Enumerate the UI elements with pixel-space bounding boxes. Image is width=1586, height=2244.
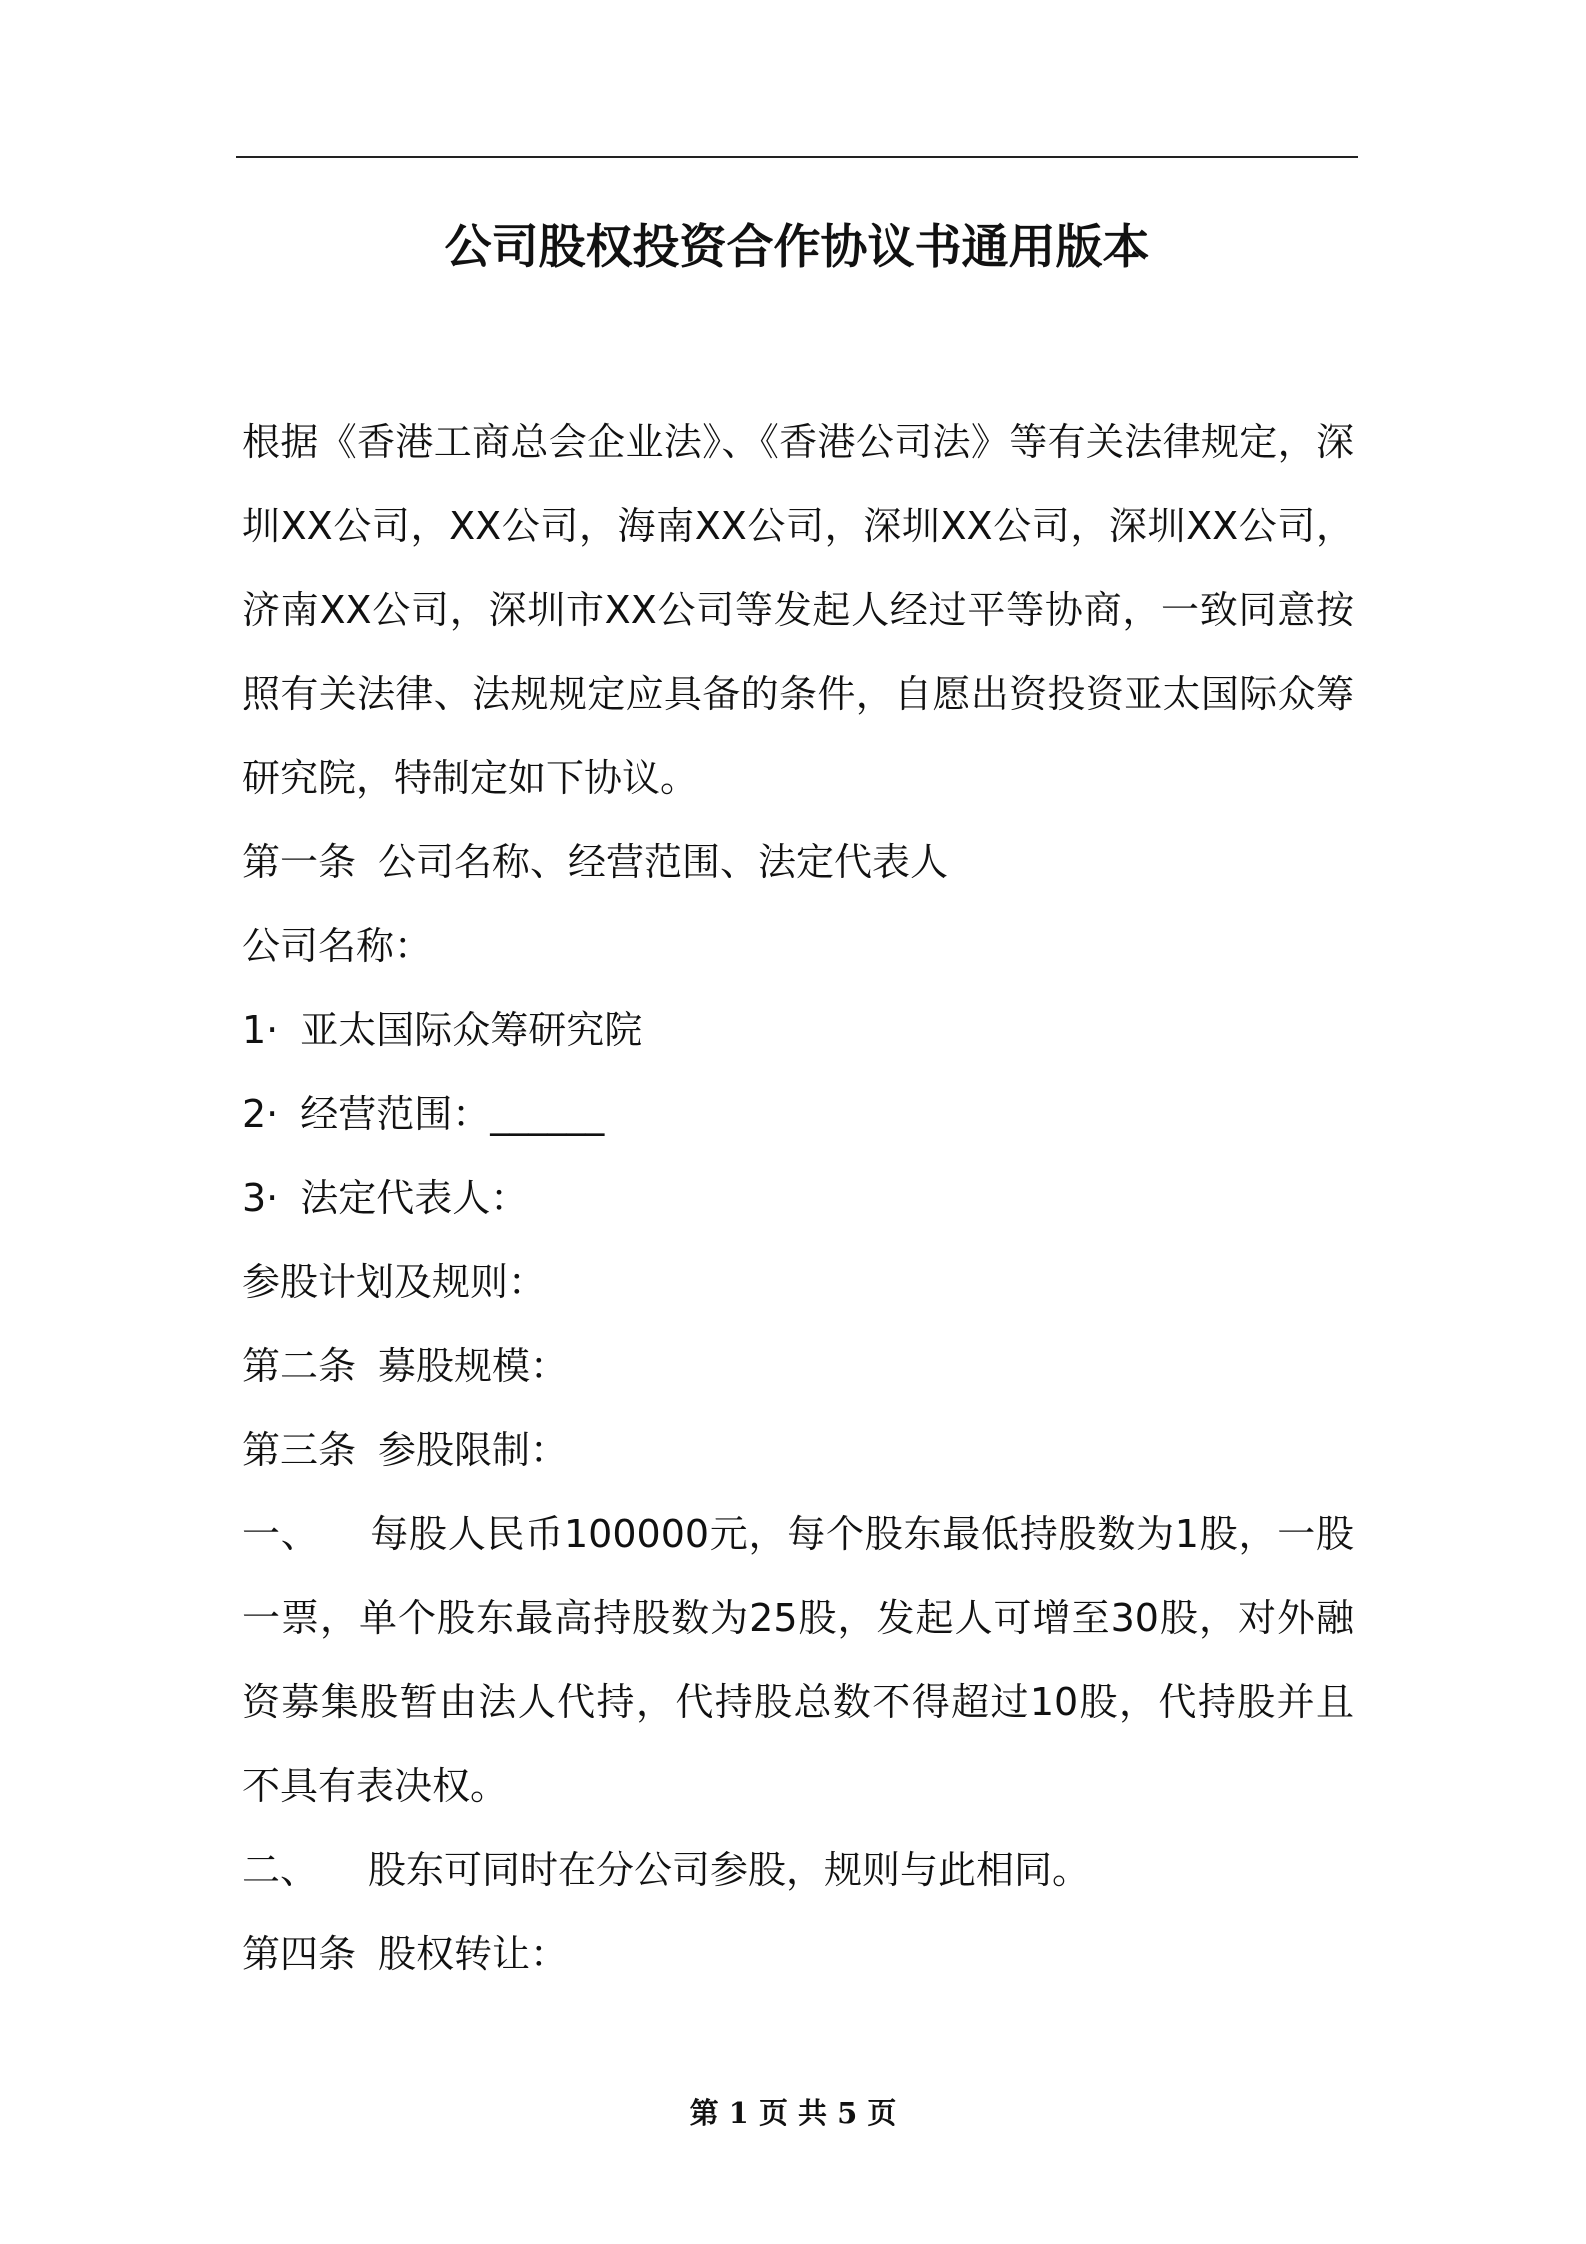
article-3 xyxy=(242,1408,1354,1492)
clause-2-text: 股东可同时在分公司参股，规则与此相同。 xyxy=(368,1848,1091,1892)
intro-paragraph: 根据《香港工商总会企业法》、《香港公司法》等有关法律规定，深圳XX公司，XX公司，海南XX公司，深圳XX公司，深圳XX公司，济南XX公司，深圳市XX公司等发起人经过平等协商，一致同意按照有关法律、法规规定应具备的条件，自愿出资投资亚太国际众筹研究院，特制定如下协议。 xyxy=(242,420,1354,800)
article-3-heading: 参股限制： xyxy=(378,1428,569,1472)
article-4 xyxy=(242,1912,1354,1996)
article-2-number: 第二条 xyxy=(242,1344,357,1388)
article-2 xyxy=(242,1324,1354,1408)
article-1 xyxy=(242,820,1354,904)
list-item-2-text: 经营范围：______ xyxy=(300,1092,605,1136)
list-item-1-text: 亚太国际众筹研究院 xyxy=(300,1008,643,1052)
article-2-heading: 募股规模： xyxy=(378,1344,569,1388)
list-item-2-number: 2· xyxy=(242,1092,279,1136)
list-item-3-number: 3· xyxy=(242,1176,279,1220)
list-item-3 xyxy=(242,1156,1354,1240)
plan-label: 参股计划及规则： xyxy=(242,1260,547,1304)
article-1-number: 第一条 xyxy=(242,840,357,884)
document-body xyxy=(242,400,1354,1996)
list-item-1 xyxy=(242,988,1354,1072)
list-item-1-number: 1· xyxy=(242,1008,279,1052)
article-1-heading: 公司名称、经营范围、法定代表人 xyxy=(378,840,949,884)
article-3-number: 第三条 xyxy=(242,1428,357,1472)
header-rule xyxy=(236,156,1358,158)
clause-1-text: 每股人民币100000元，每个股东最低持股数为1股，一股一票，单个股东最高持股数为25股，发起人可增至30股，对外融资募集股暂由法人代持，代持股总数不得超过10股，代持股并且不具有表决权。 xyxy=(242,1512,1354,1808)
article-4-number: 第四条 xyxy=(242,1932,357,1976)
list-item-2 xyxy=(242,1072,1354,1156)
document-title: 公司股权投资合作协议书通用版本 xyxy=(444,220,1150,275)
clause-2-number: 二、 xyxy=(242,1848,319,1892)
page-number-footer: 第 1 页 共 5 页 xyxy=(689,2096,897,2130)
list-item-3-text: 法定代表人： xyxy=(300,1176,529,1220)
article-4-heading: 股权转让： xyxy=(378,1932,569,1976)
company-name-label: 公司名称： xyxy=(242,924,433,968)
clause-1-number: 一、 xyxy=(242,1512,320,1556)
clause-2 xyxy=(242,1828,1354,1912)
clause-1 xyxy=(242,1492,1354,1828)
